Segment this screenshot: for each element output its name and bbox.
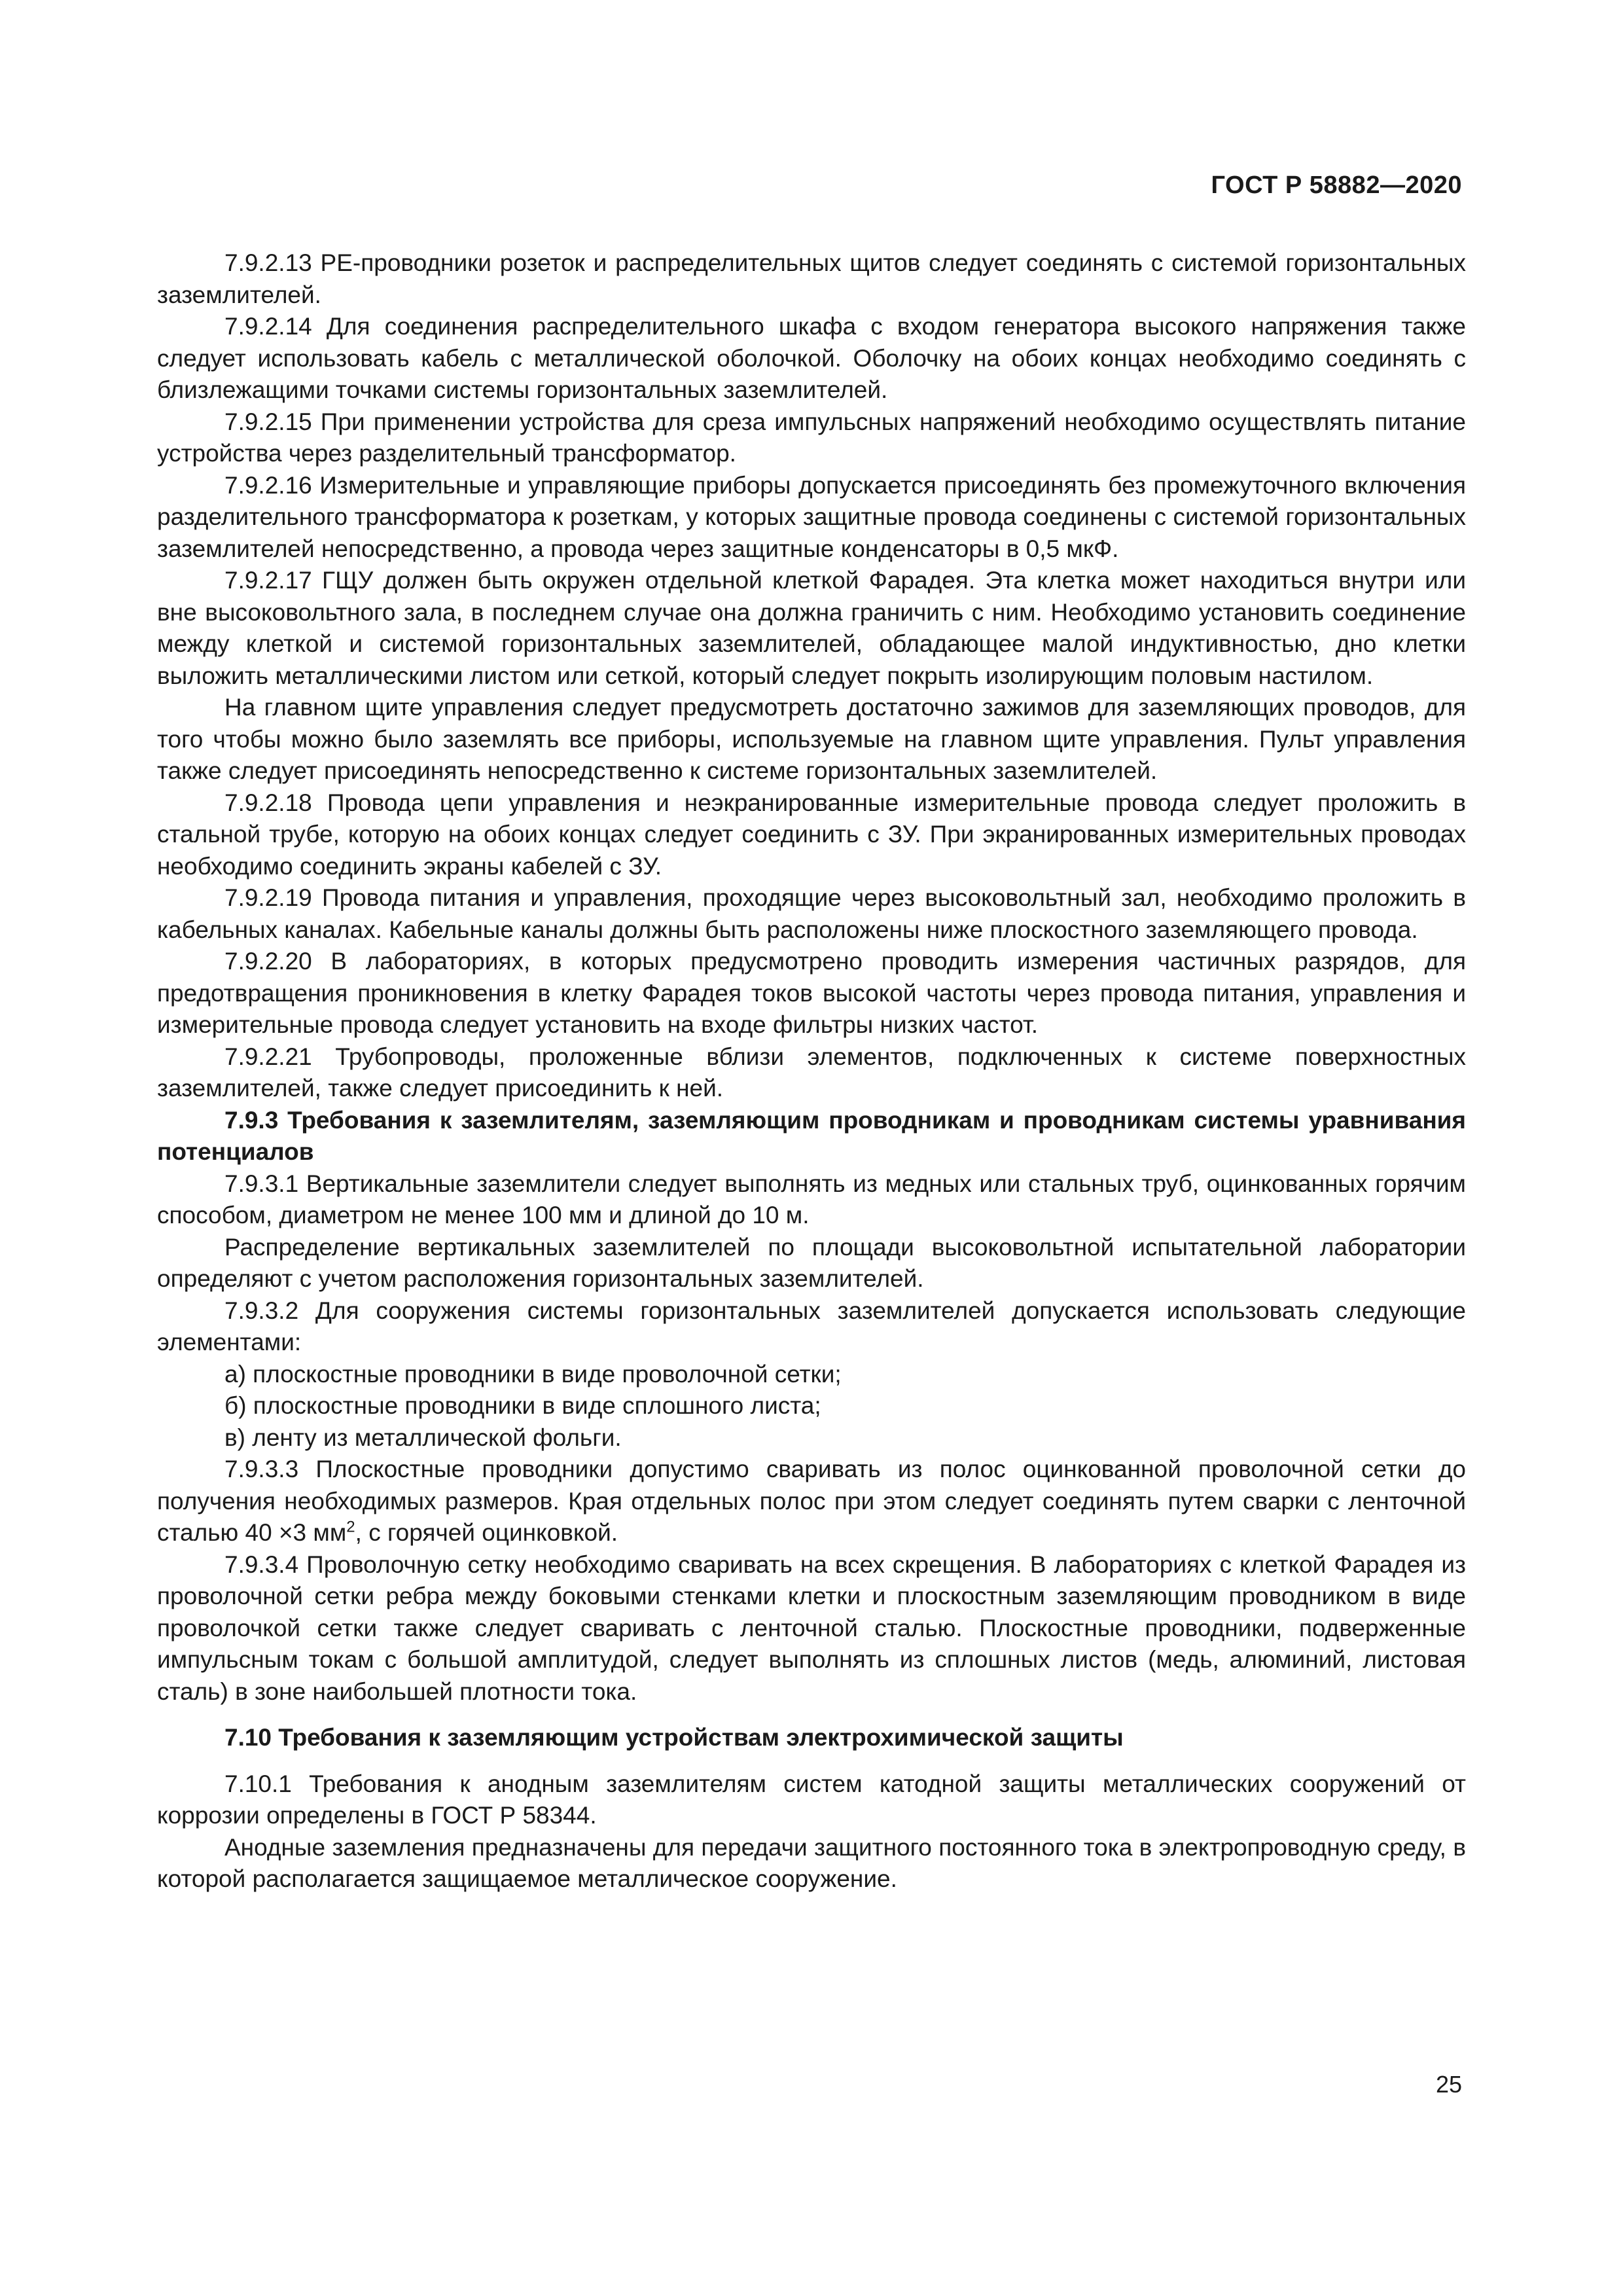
list-item-b: б) плоскостные проводники в виде сплошного листа;: [224, 1392, 821, 1419]
page-number: 25: [1435, 2071, 1462, 2098]
paragraph-anode-grounding: Анодные заземления предназначены для передачи защитного постоянного тока в электропроводную среду, в которой располагается защищаемое металлическое сооружение.: [157, 1833, 1466, 1892]
paragraph-7-9-2-20: 7.9.2.20 В лабораториях, в которых предусмотрено проводить измерения частичных разрядов, для предотвращения проникновения в клетку Фарадея токов высокой частоты через провода питания, управления и измерительные провода следует установить на входе фильтры низких частот.: [157, 948, 1466, 1038]
paragraph-7-9-2-21: 7.9.2.21 Трубопроводы, проложенные вблизи элементов, подключенных к системе поверхностных заземлителей, также следует присоединить к ней.: [157, 1043, 1466, 1102]
paragraph-7-10-1: 7.10.1 Требования к анодным заземлителям систем катодной защиты металлических сооружений от коррозии определены в ГОСТ Р 58344.: [157, 1770, 1466, 1829]
paragraph-7-9-2-19: 7.9.2.19 Провода питания и управления, проходящие через высоковольтный зал, необходимо проложить в кабельных каналах. Кабельные каналы должны быть расположены ниже плоскостного заземляющего провода.: [157, 884, 1466, 943]
paragraph-7-9-2-13: 7.9.2.13 РЕ-проводники розеток и распределительных щитов следует соединять с системой горизонтальных заземлителей.: [157, 249, 1466, 308]
paragraph-7-9-3-3-tail: , с горячей оцинковкой.: [355, 1519, 618, 1546]
paragraph-7-9-3-4: 7.9.3.4 Проволочную сетку необходимо сваривать на всех скрещения. В лабораториях с клеткой Фарадея из проволочной сетки ребра между боковыми стенками клетки и плоскостным заземляющим проводником в виде проволочкой сетки также следует сваривать с ленточной сталью. Плоскостные проводники, подверженные импульсным токам с большой амплитудой, следует выполнять из сплошных листов (медь, алюминий, листовая сталь) в зоне наибольшей плотности тока.: [157, 1551, 1466, 1705]
paragraph-7-9-2-15: 7.9.2.15 При применении устройства для среза импульсных напряжений необходимо осуществлять питание устройства через разделительный трансформатор.: [157, 408, 1466, 467]
list-item-c: в) ленту из металлической фольги.: [224, 1424, 622, 1451]
paragraph-7-9-3-3: [157, 1454, 1466, 1549]
list-item-a: а) плоскостные проводники в виде проволочной сетки;: [224, 1360, 842, 1388]
paragraph-7-9-2-18: 7.9.2.18 Провода цепи управления и неэкранированные измерительные провода следует проложить в стальной трубе, которую на обоих концах следует соединить с ЗУ. При экранированных измерительных проводах необходимо соединить экраны кабелей с ЗУ.: [157, 789, 1466, 880]
paragraph-control-panel: На главном щите управления следует предусмотреть достаточно зажимов для заземляющих проводов, для того чтобы можно было заземлять все приборы, используемые на главном щите управления. Пульт управления также следует присоединять непосредственно к системе горизонтальных заземлителей.: [157, 694, 1466, 784]
section-heading-7-9-3: 7.9.3 Требования к заземлителям, заземляющим проводникам и проводникам системы уравнивания потенциалов: [157, 1106, 1466, 1165]
document-body: [157, 247, 1466, 1895]
paragraph-7-9-2-17: 7.9.2.17 ГЩУ должен быть окружен отдельной клеткой Фарадея. Эта клетка может находиться внутри или вне высоковольтного зала, в последнем случае она должна граничить с ним. Необходимо установить соединение между клеткой и системой горизонтальных заземлителей, обладающее малой индуктивностью, дно клетки выложить металлическими листом или сеткой, который следует покрыть изолирующим половым настилом.: [157, 567, 1466, 689]
paragraph-7-9-2-14: 7.9.2.14 Для соединения распределительного шкафа с входом генератора высокого напряжения также следует использовать кабель с металлической оболочкой. Оболочку на обоих концах необходимо соединять с близлежащими точками системы горизонтальных заземлителей.: [157, 313, 1466, 403]
paragraph-7-9-3-3-text: 7.9.3.3 Плоскостные проводники допустимо сваривать из полос оцинкованной проволочной сетки до получения необходимых размеров. Края отдельных полос при этом следует соединять путем сварки с ленточной сталью 40 ×3 мм: [157, 1456, 1466, 1546]
paragraph-7-9-3-1: 7.9.3.1 Вертикальные заземлители следует выполнять из медных или стальных труб, оцинкованных горячим способом, диаметром не менее 100 мм и длиной до 10 м.: [157, 1170, 1466, 1229]
document-code-header: ГОСТ Р 58882—2020: [1211, 171, 1462, 199]
paragraph-7-9-3-2: 7.9.3.2 Для сооружения системы горизонтальных заземлителей допускается использовать следующие элементами:: [157, 1297, 1466, 1355]
paragraph-vertical-distribution: Распределение вертикальных заземлителей по площади высоковольтной испытательной лаборатории определяют с учетом расположения горизонтальных заземлителей.: [157, 1233, 1466, 1292]
paragraph-7-9-2-16: 7.9.2.16 Измерительные и управляющие приборы допускается присоединять без промежуточного включения разделительного трансформатора к розеткам, у которых защитные провода соединены с системой горизонтальных заземлителей непосредственно, а провода через защитные конденсаторы в 0,5 мкФ.: [157, 471, 1466, 562]
section-heading-7-10: 7.10 Требования к заземляющим устройствам электрохимической защиты: [224, 1724, 1124, 1751]
superscript-squared: 2: [346, 1518, 355, 1536]
